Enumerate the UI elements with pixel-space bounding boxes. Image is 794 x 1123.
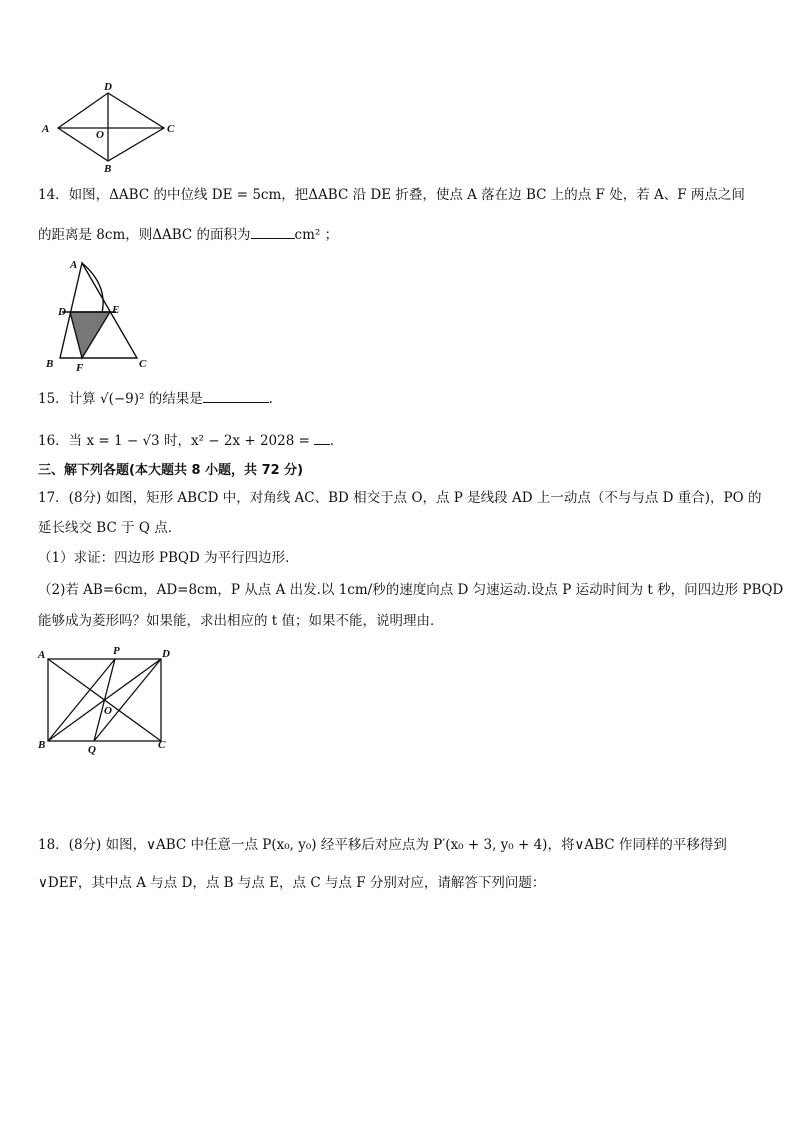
q17-line2: 延长线交 BC 于 Q 点． [38, 520, 182, 536]
q14-line1: 14．如图，ΔABC 的中位线 DE = 5cm，把ΔABC 沿 DE 折叠，使点 A 落在边 BC 上的点 F 处，若 A、F 两点之间 [38, 187, 745, 203]
q17-line1: 17．(8分) 如图，矩形 ABCD 中，对角线 AC、BD 相交于点 O，点 P 是线段 AD 上一动点（不与与点 D 重合)，PO 的 [38, 490, 762, 506]
q16-post: ． [329, 433, 344, 449]
rhombus-outline [58, 93, 164, 161]
q16-line [38, 431, 343, 450]
label-d: D [104, 81, 112, 93]
rectangle-figure [34, 642, 184, 757]
label-o: O [104, 705, 112, 717]
triangle-abc [60, 263, 137, 358]
label-a: A [70, 259, 78, 271]
q14-answer-blank[interactable] [251, 225, 295, 239]
label-f: F [76, 362, 84, 373]
label-b: B [46, 358, 54, 370]
q15-line [38, 389, 282, 408]
q15-pre: 15．计算 √(−9)² 的结果是 [38, 391, 203, 407]
triangle-figure [40, 255, 160, 373]
q14-line2-pre: 的距离是 8cm，则ΔABC 的面积为 [38, 227, 251, 243]
q18-line2: ∨DEF，其中点 A 与点 D，点 B 与点 E，点 C 与点 F 分别对应，请解答下列问题： [38, 875, 546, 891]
q17-part2-line2: 能够成为菱形吗？如果能，求出相应的 t 值；如果不能，说明理由． [38, 613, 444, 629]
q15-post: ． [268, 391, 283, 407]
q14-line2 [38, 225, 338, 244]
section-3-heading: 三、解下列各题(本大题共 8 小题，共 72 分) [38, 463, 304, 478]
label-b: B [104, 163, 112, 173]
label-q: Q [88, 744, 96, 756]
label-p: P [113, 645, 120, 657]
q17-part1: （1）求证：四边形 PBQD 为平行四边形． [38, 550, 299, 566]
q17-part2-line1: （2)若 AB=6cm，AD=8cm，P 从点 A 出发.以 1cm/秒的速度向点 D 匀速运动.设点 P 运动时间为 t 秒，问四边形 PBQD [38, 582, 784, 598]
q16-answer-blank[interactable] [314, 431, 330, 445]
label-a: A [38, 649, 46, 661]
q14-line2-post: cm² ； [294, 227, 339, 243]
label-o: O [96, 129, 104, 141]
label-d: D [58, 306, 66, 318]
folded-triangle-def [70, 312, 110, 358]
label-e: E [112, 304, 120, 316]
label-a: A [42, 123, 50, 135]
label-b: B [38, 739, 46, 751]
label-d: D [162, 648, 170, 660]
label-c: C [167, 123, 175, 135]
label-c: C [139, 358, 147, 370]
fold-arc [82, 263, 103, 313]
q18-line1: 18．(8分) 如图，∨ABC 中任意一点 P(x₀, y₀) 经平移后对应点为 P′(x₀ + 3, y₀ + 4)，将∨ABC 作同样的平移得到 [38, 837, 727, 853]
rhombus-figure [36, 78, 186, 173]
label-c: C [158, 739, 166, 751]
q15-answer-blank[interactable] [203, 389, 269, 403]
q16-pre: 16．当 x = 1 − √3 时，x² − 2x + 2028 = [38, 433, 310, 449]
